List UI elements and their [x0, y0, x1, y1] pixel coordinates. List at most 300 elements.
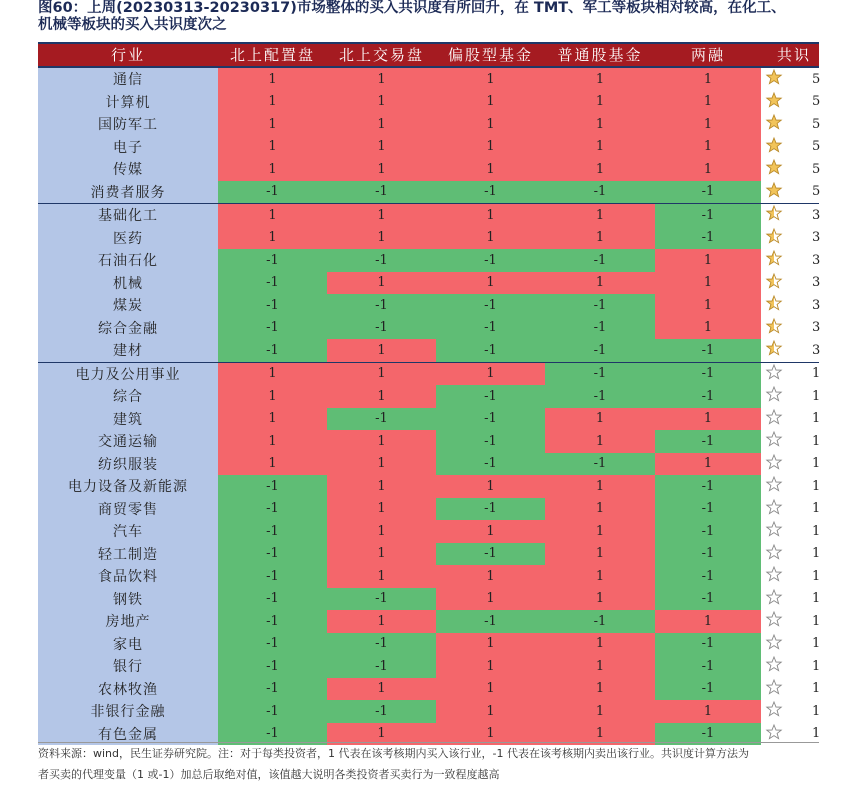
signal-cell: -1 [436, 181, 545, 204]
signal-cell: -1 [436, 385, 545, 408]
signal-cell: -1 [655, 181, 761, 204]
star-empty-icon [761, 724, 782, 744]
signal-cell: -1 [436, 498, 545, 521]
signal-cell: -1 [218, 475, 327, 498]
consensus-cell [761, 700, 819, 723]
consensus-score: 3 [812, 342, 821, 358]
signal-cell: -1 [655, 543, 761, 566]
industry-name: 农林牧渔 [38, 678, 218, 701]
signal-cell: 1 [655, 272, 761, 295]
signal-cell: 1 [436, 633, 545, 656]
table-header [38, 44, 819, 68]
table-row [38, 113, 819, 136]
consensus-cell [761, 204, 819, 227]
signal-cell: -1 [655, 633, 761, 656]
signal-cell: 1 [655, 453, 761, 476]
consensus-cell [761, 565, 819, 588]
star-half-icon [761, 250, 782, 270]
signal-cell: 1 [655, 136, 761, 159]
signal-cell: 1 [327, 339, 436, 362]
consensus-score: 5 [812, 161, 821, 177]
header-margin-trading: 两融 [690, 46, 725, 64]
signal-cell: 1 [436, 723, 545, 746]
consensus-cell [761, 655, 819, 678]
industry-name: 银行 [38, 655, 218, 678]
signal-cell: 1 [327, 498, 436, 521]
table-row [38, 227, 819, 250]
consensus-cell [761, 363, 819, 386]
table-row [38, 362, 819, 386]
signal-cell: -1 [436, 317, 545, 340]
consensus-score: 3 [812, 230, 821, 246]
signal-cell: 1 [545, 408, 655, 431]
signal-cell: 1 [545, 158, 655, 181]
signal-cell: -1 [218, 543, 327, 566]
consensus-score: 1 [812, 568, 821, 584]
signal-cell: 1 [545, 498, 655, 521]
industry-name: 国防军工 [38, 113, 218, 136]
consensus-score: 3 [812, 297, 821, 313]
industry-name: 汽车 [38, 520, 218, 543]
signal-cell: 1 [218, 158, 327, 181]
table-row [38, 430, 819, 453]
table-row [38, 475, 819, 498]
consensus-cell [761, 520, 819, 543]
signal-cell: 1 [327, 272, 436, 295]
star-half-icon [761, 295, 782, 315]
signal-cell: 1 [655, 91, 761, 114]
industry-name: 医药 [38, 227, 218, 250]
industry-name: 钢铁 [38, 588, 218, 611]
table-row [38, 633, 819, 656]
signal-cell: -1 [218, 272, 327, 295]
star-empty-icon [761, 521, 782, 541]
signal-cell: 1 [655, 610, 761, 633]
consensus-table [38, 42, 819, 745]
consensus-cell [761, 633, 819, 656]
signal-cell: 1 [327, 204, 436, 227]
signal-cell: 1 [436, 655, 545, 678]
signal-cell: -1 [436, 610, 545, 633]
signal-cell: -1 [218, 700, 327, 723]
signal-cell: 1 [655, 408, 761, 431]
consensus-score: 1 [812, 501, 821, 517]
industry-name: 轻工制造 [38, 543, 218, 566]
signal-cell: -1 [655, 588, 761, 611]
signal-cell: -1 [327, 408, 436, 431]
consensus-cell [761, 498, 819, 521]
signal-cell: 1 [436, 91, 545, 114]
signal-cell: -1 [327, 588, 436, 611]
header-north-allocation: 北上配置盘 [229, 46, 315, 64]
industry-name: 电力设备及新能源 [38, 475, 218, 498]
consensus-cell [761, 136, 819, 159]
consensus-score: 3 [812, 320, 821, 336]
signal-cell: -1 [436, 453, 545, 476]
signal-cell: 1 [545, 723, 655, 746]
consensus-cell [761, 249, 819, 272]
industry-name: 电力及公用事业 [38, 363, 218, 386]
star-empty-icon [761, 634, 782, 654]
table-row [38, 294, 819, 317]
signal-cell: 1 [655, 294, 761, 317]
industry-name: 传媒 [38, 158, 218, 181]
signal-cell: 1 [545, 633, 655, 656]
signal-cell: 1 [436, 588, 545, 611]
industry-name: 建材 [38, 339, 218, 362]
signal-cell: 1 [545, 204, 655, 227]
consensus-score: 1 [812, 681, 821, 697]
star-empty-icon [761, 386, 782, 406]
signal-cell: 1 [327, 565, 436, 588]
star-empty-icon [761, 454, 782, 474]
consensus-cell [761, 543, 819, 566]
star-full-icon [761, 182, 782, 202]
signal-cell: -1 [218, 498, 327, 521]
star-empty-icon [761, 544, 782, 564]
star-half-icon [761, 273, 782, 293]
industry-name: 纺织服装 [38, 453, 218, 476]
signal-cell: -1 [655, 204, 761, 227]
star-empty-icon [761, 701, 782, 721]
consensus-cell [761, 408, 819, 431]
industry-name: 石油石化 [38, 249, 218, 272]
signal-cell: -1 [218, 565, 327, 588]
signal-cell: 1 [545, 543, 655, 566]
table-row [38, 453, 819, 476]
table-row [38, 700, 819, 723]
star-empty-icon [761, 611, 782, 631]
table-row [38, 655, 819, 678]
signal-cell: 1 [436, 158, 545, 181]
table-row [38, 249, 819, 272]
signal-cell: 1 [545, 565, 655, 588]
signal-cell: 1 [218, 385, 327, 408]
signal-cell: 1 [218, 227, 327, 250]
consensus-score: 1 [812, 388, 821, 404]
signal-cell: 1 [545, 655, 655, 678]
consensus-score: 1 [812, 546, 821, 562]
consensus-score: 5 [812, 94, 821, 110]
star-empty-icon [761, 589, 782, 609]
signal-cell: -1 [218, 723, 327, 746]
signal-cell: 1 [327, 113, 436, 136]
signal-cell: 1 [436, 363, 545, 386]
consensus-cell [761, 227, 819, 250]
table-row [38, 339, 819, 362]
star-half-icon [761, 228, 782, 248]
consensus-score: 1 [812, 703, 821, 719]
consensus-score: 1 [812, 433, 821, 449]
signal-cell: -1 [218, 317, 327, 340]
signal-cell: 1 [327, 430, 436, 453]
signal-cell: 1 [327, 610, 436, 633]
header-consensus: 共识 [777, 46, 812, 64]
signal-cell: 1 [327, 543, 436, 566]
table-row [38, 136, 819, 159]
consensus-cell [761, 68, 819, 91]
industry-name: 消费者服务 [38, 181, 218, 204]
consensus-cell [761, 385, 819, 408]
signal-cell: 1 [327, 158, 436, 181]
consensus-cell [761, 610, 819, 633]
source-note: 资料来源：wind，民生证券研究院。注：对于每类投资者，1 代表在该考核期内买入该行业，-1 代表在该考核期内卖出该行业。共识度计算方法为 [38, 742, 819, 765]
signal-cell: -1 [327, 700, 436, 723]
star-empty-icon [761, 679, 782, 699]
consensus-score: 1 [812, 523, 821, 539]
signal-cell: -1 [218, 249, 327, 272]
consensus-score: 5 [812, 184, 821, 200]
table-row [38, 91, 819, 114]
signal-cell: -1 [655, 363, 761, 386]
signal-cell: -1 [655, 565, 761, 588]
signal-cell: 1 [545, 678, 655, 701]
signal-cell: -1 [218, 294, 327, 317]
star-full-icon [761, 137, 782, 157]
signal-cell: 1 [436, 475, 545, 498]
header-ordinary-stock-fund: 普通股基金 [557, 46, 643, 64]
signal-cell: -1 [655, 385, 761, 408]
industry-name: 机械 [38, 272, 218, 295]
table-row [38, 385, 819, 408]
signal-cell: 1 [545, 272, 655, 295]
table-row [38, 181, 819, 204]
star-empty-icon [761, 364, 782, 384]
signal-cell: 1 [436, 204, 545, 227]
signal-cell: 1 [545, 91, 655, 114]
signal-cell: -1 [545, 610, 655, 633]
signal-cell: -1 [218, 520, 327, 543]
consensus-cell [761, 91, 819, 114]
industry-name: 交通运输 [38, 430, 218, 453]
signal-cell: -1 [436, 430, 545, 453]
consensus-score: 1 [812, 726, 821, 742]
signal-cell: 1 [655, 113, 761, 136]
signal-cell: -1 [327, 294, 436, 317]
signal-cell: 1 [218, 136, 327, 159]
signal-cell: -1 [218, 588, 327, 611]
signal-cell: 1 [436, 68, 545, 91]
industry-name: 建筑 [38, 408, 218, 431]
header-industry: 行业 [110, 46, 145, 64]
star-empty-icon [761, 656, 782, 676]
star-empty-icon [761, 409, 782, 429]
consensus-cell [761, 453, 819, 476]
star-empty-icon [761, 431, 782, 451]
industry-name: 有色金属 [38, 723, 218, 746]
consensus-score: 1 [812, 411, 821, 427]
star-empty-icon [761, 499, 782, 519]
signal-cell: -1 [218, 655, 327, 678]
consensus-cell [761, 181, 819, 204]
signal-cell: 1 [327, 385, 436, 408]
table-row [38, 565, 819, 588]
signal-cell: -1 [218, 633, 327, 656]
star-full-icon [761, 69, 782, 89]
star-empty-icon [761, 476, 782, 496]
industry-name: 家电 [38, 633, 218, 656]
consensus-cell [761, 588, 819, 611]
signal-cell: 1 [436, 520, 545, 543]
industry-name: 非银行金融 [38, 700, 218, 723]
signal-cell: 1 [327, 678, 436, 701]
table-row [38, 520, 819, 543]
signal-cell: -1 [545, 453, 655, 476]
signal-cell: -1 [436, 294, 545, 317]
table-row [38, 610, 819, 633]
signal-cell: 1 [545, 475, 655, 498]
signal-cell: 1 [218, 68, 327, 91]
consensus-cell [761, 158, 819, 181]
signal-cell: 1 [436, 565, 545, 588]
title-line-2: 机械等板块的买入共识度次之 [38, 17, 227, 33]
signal-cell: 1 [218, 91, 327, 114]
header-north-trading: 北上交易盘 [338, 46, 424, 64]
consensus-cell [761, 294, 819, 317]
signal-cell: 1 [545, 68, 655, 91]
table-row [38, 408, 819, 431]
signal-cell: 1 [655, 158, 761, 181]
consensus-cell [761, 339, 819, 362]
consensus-score: 1 [812, 366, 821, 382]
star-full-icon [761, 114, 782, 134]
signal-cell: -1 [327, 249, 436, 272]
table-row [38, 203, 819, 227]
signal-cell: -1 [327, 317, 436, 340]
table-body [38, 68, 819, 745]
consensus-cell [761, 272, 819, 295]
consensus-score: 1 [812, 591, 821, 607]
table-row [38, 317, 819, 340]
signal-cell: -1 [655, 678, 761, 701]
signal-cell: -1 [218, 678, 327, 701]
signal-cell: 1 [436, 272, 545, 295]
consensus-score: 3 [812, 275, 821, 291]
signal-cell: -1 [655, 227, 761, 250]
consensus-cell [761, 113, 819, 136]
signal-cell: 1 [327, 453, 436, 476]
consensus-score: 5 [812, 71, 821, 87]
signal-cell: -1 [327, 655, 436, 678]
industry-name: 煤炭 [38, 294, 218, 317]
signal-cell: -1 [545, 249, 655, 272]
signal-cell: 1 [436, 678, 545, 701]
signal-cell: 1 [545, 700, 655, 723]
signal-cell: 1 [436, 227, 545, 250]
signal-cell: 1 [327, 723, 436, 746]
star-half-icon [761, 318, 782, 338]
consensus-cell [761, 475, 819, 498]
star-full-icon [761, 92, 782, 112]
signal-cell: -1 [436, 249, 545, 272]
signal-cell: 1 [545, 520, 655, 543]
table-row [38, 543, 819, 566]
consensus-score: 1 [812, 613, 821, 629]
signal-cell: -1 [327, 181, 436, 204]
signal-cell: -1 [327, 633, 436, 656]
signal-cell: -1 [545, 363, 655, 386]
signal-cell: -1 [655, 655, 761, 678]
signal-cell: 1 [327, 91, 436, 114]
signal-cell: 1 [218, 408, 327, 431]
consensus-score: 1 [812, 636, 821, 652]
signal-cell: 1 [655, 700, 761, 723]
signal-cell: -1 [218, 181, 327, 204]
industry-name: 综合金融 [38, 317, 218, 340]
table-row [38, 68, 819, 91]
consensus-score: 1 [812, 478, 821, 494]
industry-name: 通信 [38, 68, 218, 91]
consensus-cell [761, 678, 819, 701]
signal-cell: -1 [436, 543, 545, 566]
signal-cell: 1 [327, 475, 436, 498]
signal-cell: 1 [655, 249, 761, 272]
consensus-score: 3 [812, 252, 821, 268]
star-half-icon [761, 205, 782, 225]
table-row [38, 498, 819, 521]
industry-name: 商贸零售 [38, 498, 218, 521]
signal-cell: 1 [327, 363, 436, 386]
signal-cell: 1 [655, 68, 761, 91]
industry-name: 基础化工 [38, 204, 218, 227]
figure-title [38, 0, 819, 34]
signal-cell: 1 [327, 520, 436, 543]
consensus-cell [761, 317, 819, 340]
signal-cell: -1 [436, 408, 545, 431]
signal-cell: 1 [218, 363, 327, 386]
signal-cell: 1 [218, 453, 327, 476]
consensus-cell [761, 430, 819, 453]
signal-cell: -1 [655, 498, 761, 521]
consensus-score: 5 [812, 139, 821, 155]
table-row [38, 588, 819, 611]
signal-cell: 1 [218, 113, 327, 136]
star-full-icon [761, 159, 782, 179]
signal-cell: 1 [655, 317, 761, 340]
signal-cell: 1 [218, 430, 327, 453]
signal-cell: 1 [545, 430, 655, 453]
star-empty-icon [761, 566, 782, 586]
industry-name: 计算机 [38, 91, 218, 114]
signal-cell: 1 [436, 113, 545, 136]
consensus-score: 1 [812, 456, 821, 472]
consensus-score: 5 [812, 116, 821, 132]
header-equity-bias-fund: 偏股型基金 [447, 46, 533, 64]
signal-cell: 1 [327, 136, 436, 159]
signal-cell: 1 [545, 588, 655, 611]
signal-cell: -1 [545, 181, 655, 204]
signal-cell: -1 [655, 430, 761, 453]
table-row [38, 678, 819, 701]
signal-cell: 1 [545, 113, 655, 136]
star-half-icon [761, 340, 782, 360]
signal-cell: -1 [545, 294, 655, 317]
consensus-score: 1 [812, 658, 821, 674]
signal-cell: 1 [545, 136, 655, 159]
signal-cell: -1 [218, 610, 327, 633]
signal-cell: 1 [218, 204, 327, 227]
signal-cell: -1 [545, 339, 655, 362]
consensus-score: 3 [812, 207, 821, 223]
signal-cell: -1 [436, 339, 545, 362]
signal-cell: -1 [655, 475, 761, 498]
signal-cell: -1 [655, 339, 761, 362]
industry-name: 食品饮料 [38, 565, 218, 588]
industry-name: 综合 [38, 385, 218, 408]
signal-cell: 1 [327, 227, 436, 250]
industry-name: 电子 [38, 136, 218, 159]
signal-cell: -1 [655, 520, 761, 543]
